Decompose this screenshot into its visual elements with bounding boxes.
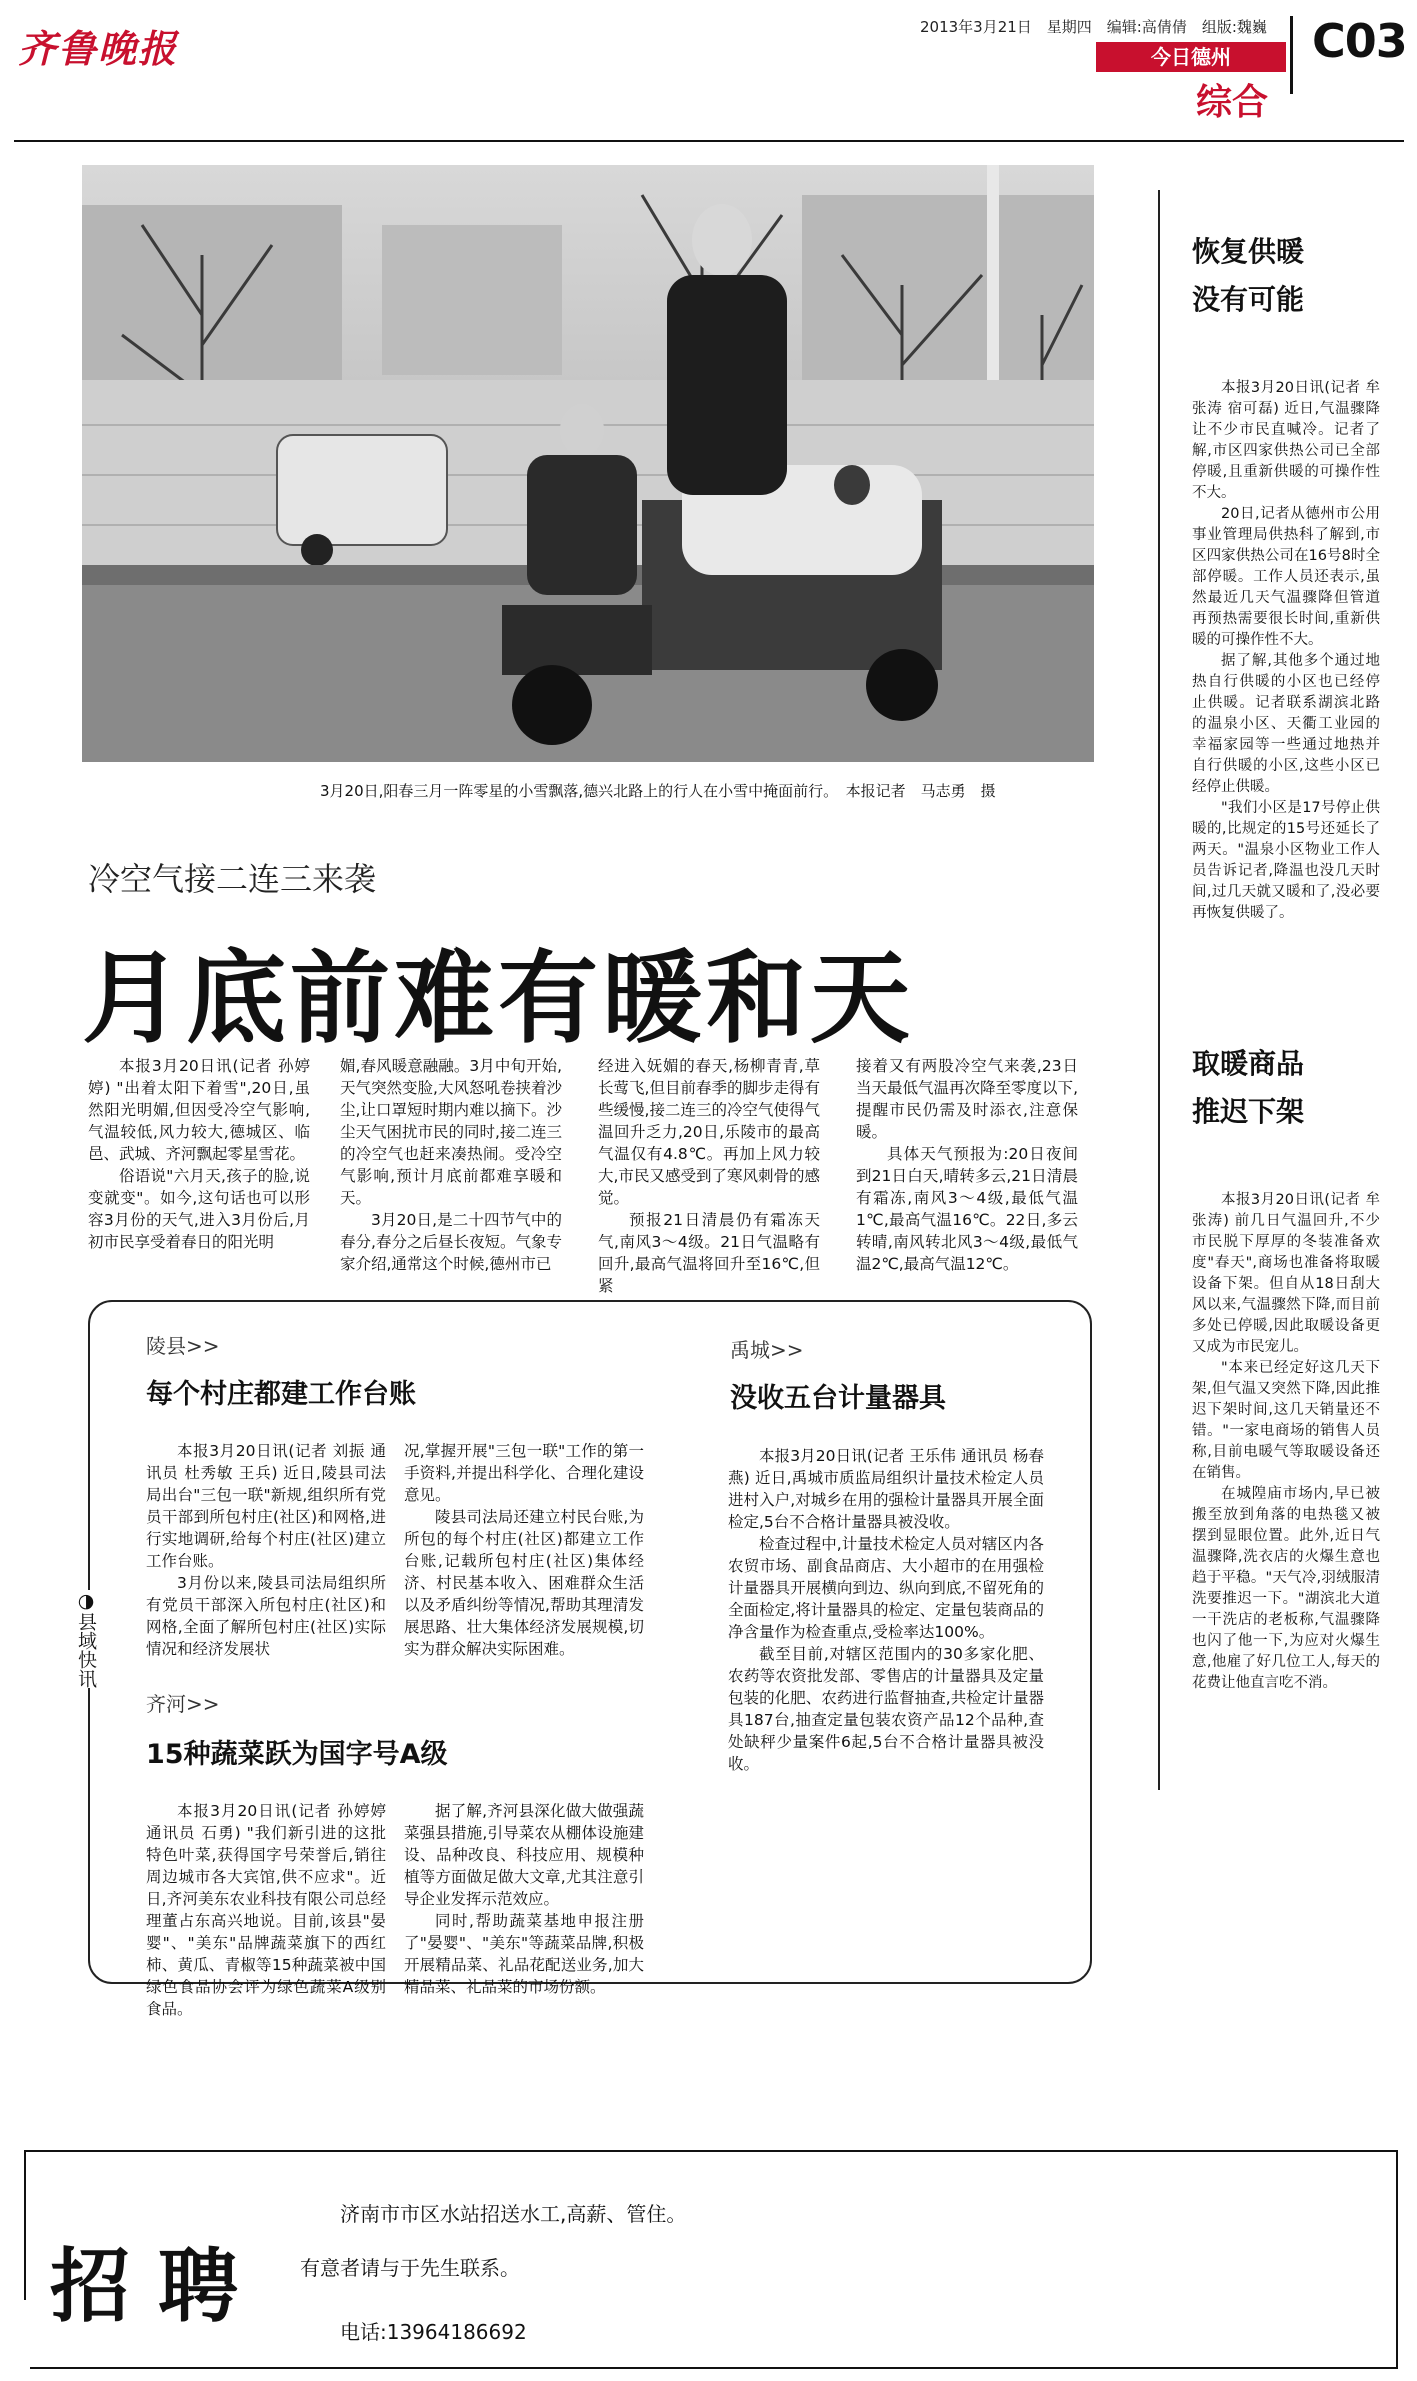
right-story1-body [1192,378,1380,924]
paragraph: 20日,记者从德州市公用事业管理局供热科了解到,市区四家供热公司在16号8时全部停暖。工作人员还表示,虽然最近几天气温骤降但管道再预热需要很长时间,重新供暖的可操作性不大。 [1192,506,1380,648]
paragraph: 本报3月20日讯(记者 牟张涛) 前几日气温回升,不少市民脱下厚厚的冬装准备欢度"春天",商场也准备将取暖设备下架。但自从18日刮大风以来,气温骤然下降,而目前多处已停暖,因此取暖设备更又成为市民宠儿。 [1192,1192,1380,1355]
region-label-qihe: 齐河>> [146,1692,220,1716]
recruit-ad-line-2: 有意者请与于先生联系。 [300,2256,520,2280]
recruit-ad-title: 招聘 [50,2239,266,2333]
paragraph: 媚,春风暖意融融。3月中旬开始,天气突然变脸,大风怒吼卷挟着沙尘,让口罩短时期内难以摘下。沙尘天气困扰市民的同时,接二连三的冷空气也赶来凑热闹。受冷空气影响,预计月底前都难享暖和天。 [340,1057,562,1207]
county-news-label: ◑县域快讯 [72,1590,100,1688]
paragraph: 经进入妩媚的春天,杨柳青青,草长莺飞,但目前春季的脚步走得有些缓慢,接二连三的冷空气使得气温回升乏力,20日,乐陵市的最高气温仅有4.8℃。再加上风力较大,市民又感受到了寒风刺骨的感觉。 [598,1057,820,1207]
story-title-qihe: 15种蔬菜跃为国字号A级 [146,1739,448,1770]
lead-column-4 [856,1055,1078,1275]
story-title-lingxian: 每个村庄都建工作台账 [146,1379,416,1410]
lead-column-3 [598,1055,820,1297]
right-story1-title: 恢复供暖 没有可能 [1192,235,1305,316]
paragraph: 据了解,其他多个通过地热自行供暖的小区也已经停止供暖。记者联系湖滨北路的温泉小区、天衢工业园的幸福家园等一些通过地热并自行供暖的小区,这些小区已经停止供暖。 [1192,653,1380,795]
paragraph: 3月20日,是二十四节气中的春分,春分之后昼长夜短。气象专家介绍,通常这个时候,德州市已 [340,1211,562,1273]
story-title-yucheng: 没收五台计量器具 [730,1383,946,1414]
paragraph: 本报3月20日讯(记者 刘振 通讯员 杜秀敏 王兵) 近日,陵县司法局出台"三包一联"新规,组织所有党员干部到所包村庄(社区)和网格,进行实地调研,给每个村庄(社区)建立工作台账。 [146,1442,386,1570]
paragraph: 本报3月20日讯(记者 牟张涛 宿可磊) 近日,气温骤降让不少市民直喊冷。记者了解,市区四家供热公司已全部停暖,且重新供暖的可操作性不大。 [1192,380,1380,501]
headline: 月底前难有暖和天 [82,940,914,1057]
snow-street-photo-illustration [82,165,1094,762]
story-yucheng-body [728,1445,1044,1775]
story-lingxian-column-2 [404,1440,644,1660]
paragraph: 3月份以来,陵县司法局组织所有党员干部深入所包村庄(社区)和网格,全面了解所包村庄(社区)实际情况和经济发展状 [146,1574,386,1658]
paragraph: 本报3月20日讯(记者 孙婷婷 通讯员 石勇) "我们新引进的这批特色叶菜,获得国字号荣誉后,销往周边城市各大宾馆,供不应求"。近日,齐河美东农业科技有限公司总经理董占东高兴地说。目前,该县"晏婴"、"美东"品牌蔬菜旗下的西红柿、黄瓜、青椒等15种蔬菜被中国绿色食品协会评为绿色蔬菜A级别食品。 [146,1802,386,2018]
paragraph: 本报3月20日讯(记者 王乐伟 通讯员 杨春燕) 近日,禹城市质监局组织计量技术检定人员进村入户,对城乡在用的强检计量器具开展全面检定,5台不合格计量器具被没收。 [728,1447,1044,1531]
right-story2-body [1192,1190,1380,1694]
news-photo [82,165,1094,762]
lead-column-2 [340,1055,562,1275]
circle-half-icon: ◑ [75,1590,97,1612]
kicker: 冷空气接二连三来袭 [88,860,377,898]
top-rule [14,140,1404,142]
paragraph: 截至目前,对辖区范围内的30多家化肥、农药等农资批发部、零售店的计量器具及定量包装的化肥、农药进行监督抽查,共检定计量器具187台,抽查定量包装农资产品12个品种,查处缺秤少量案件6起,5台不合格计量器具被没收。 [728,1645,1044,1773]
masthead-divider [1290,16,1293,94]
paragraph: 况,掌握开展"三包一联"工作的第一手资料,并提出科学化、合理化建设意见。 [404,1442,644,1504]
dateline: 2013年3月21日 星期四 编辑:高倩倩 组版:魏巍 [920,18,1267,36]
paragraph: 在城隍庙市场内,早已被搬至放到角落的电热毯又被摆到显眼位置。此外,近日气温骤降,洗衣店的火爆生意也趋于平稳。"天气冷,羽绒服清洗要推迟一下。"湖滨北大道一干洗店的老板称,气温骤降也闪了他一下,为应对火爆生意,他雇了好几位工人,每天的花费让他直言吃不消。 [1192,1486,1380,1691]
photo-caption: 3月20日,阳春三月一阵零星的小雪飘落,德兴北路上的行人在小雪中掩面前行。 本报记者 马志勇 摄 [320,782,996,800]
page-code: C03 [1312,14,1407,68]
section-name: 综合 [1196,82,1269,123]
region-label-yucheng: 禹城>> [730,1338,804,1362]
paragraph: 接着又有两股冷空气来袭,23日当天最低气温再次降至零度以下,提醒市民仍需及时添衣,注意保暖。 [856,1057,1078,1141]
story-qihe-column-1 [146,1800,386,2020]
paragraph: 检查过程中,计量技术检定人员对辖区内各农贸市场、副食品商店、大小超市的在用强检计量器具开展横向到边、纵向到底,不留死角的全面检定,将计量器具的检定、定量包装商品的净含量作为检查重点,受检率达100%。 [728,1535,1044,1641]
right-story2-title: 取暖商品 推迟下架 [1192,1047,1305,1128]
paragraph: 同时,帮助蔬菜基地申报注册了"晏婴"、"美东"等蔬菜品牌,积极开展精品菜、礼品花配送业务,加大精品菜、礼品菜的市场份额。 [404,1912,644,1996]
paragraph: 具体天气预报为:20日夜间到21日白天,晴转多云,21日清晨有霜冻,南风3～4级,最低气温1℃,最高气温16℃。22日,多云转晴,南风转北风3～4级,最低气温2℃,最高气温12℃。 [856,1145,1078,1273]
region-label-lingxian: 陵县>> [146,1334,220,1358]
paragraph: 陵县司法局还建立村民台账,为所包的每个村庄(社区)都建立工作台账,记载所包村庄(社区)集体经济、村民基本收入、困难群众生活以及矛盾纠纷等情况,帮助其理清发展思路、壮大集体经济发展规模,切实为群众解决实际困难。 [404,1508,644,1658]
story-qihe-column-2 [404,1800,644,1998]
newspaper-logo: 齐鲁晚报 [18,26,179,71]
story-lingxian-column-1 [146,1440,386,1660]
paragraph: "我们小区是17号停止供暖的,比规定的15号还延长了两天。"温泉小区物业工作人员告诉记者,降温也没几天时间,过几天就又暖和了,没必要再恢复供暖了。 [1192,800,1380,921]
paragraph: "本来已经定好这几天下架,但气温又突然下降,因此推迟下架时间,这几天销量还不错。"一家电商场的销售人员称,目前电暖气等取暖设备还在销售。 [1192,1360,1380,1481]
recruit-ad-phone: 电话:13964186692 [340,2320,527,2344]
paragraph: 据了解,齐河县深化做大做强蔬菜强县措施,引导菜农从棚体设施建设、品种改良、科技应用、规模种植等方面做足做大文章,尤其注意引导企业发挥示范效应。 [404,1802,644,1908]
ad-border-gap [22,2300,30,2370]
paragraph: 预报21日清晨仍有霜冻天气,南风3～4级。21日气温略有回升,最高气温将回升至16℃,但紧 [598,1211,820,1295]
paragraph: 本报3月20日讯(记者 孙婷婷) "出着太阳下着雪",20日,虽然阳光明媚,但因受冷空气影响,气温较低,风力较大,德城区、临邑、武城、齐河飘起零星雪花。 [88,1057,310,1163]
paragraph: 俗语说"六月天,孩子的脸,说变就变"。如今,这句话也可以形容3月份的天气,进入3月份后,月初市民享受着春日的阳光明 [88,1167,310,1251]
recruit-ad-line-1: 济南市市区水站招送水工,高薪、管住。 [340,2202,687,2226]
section-tag: 今日德州 [1096,42,1286,72]
lead-column-1 [88,1055,310,1253]
right-column-divider [1158,190,1160,1790]
